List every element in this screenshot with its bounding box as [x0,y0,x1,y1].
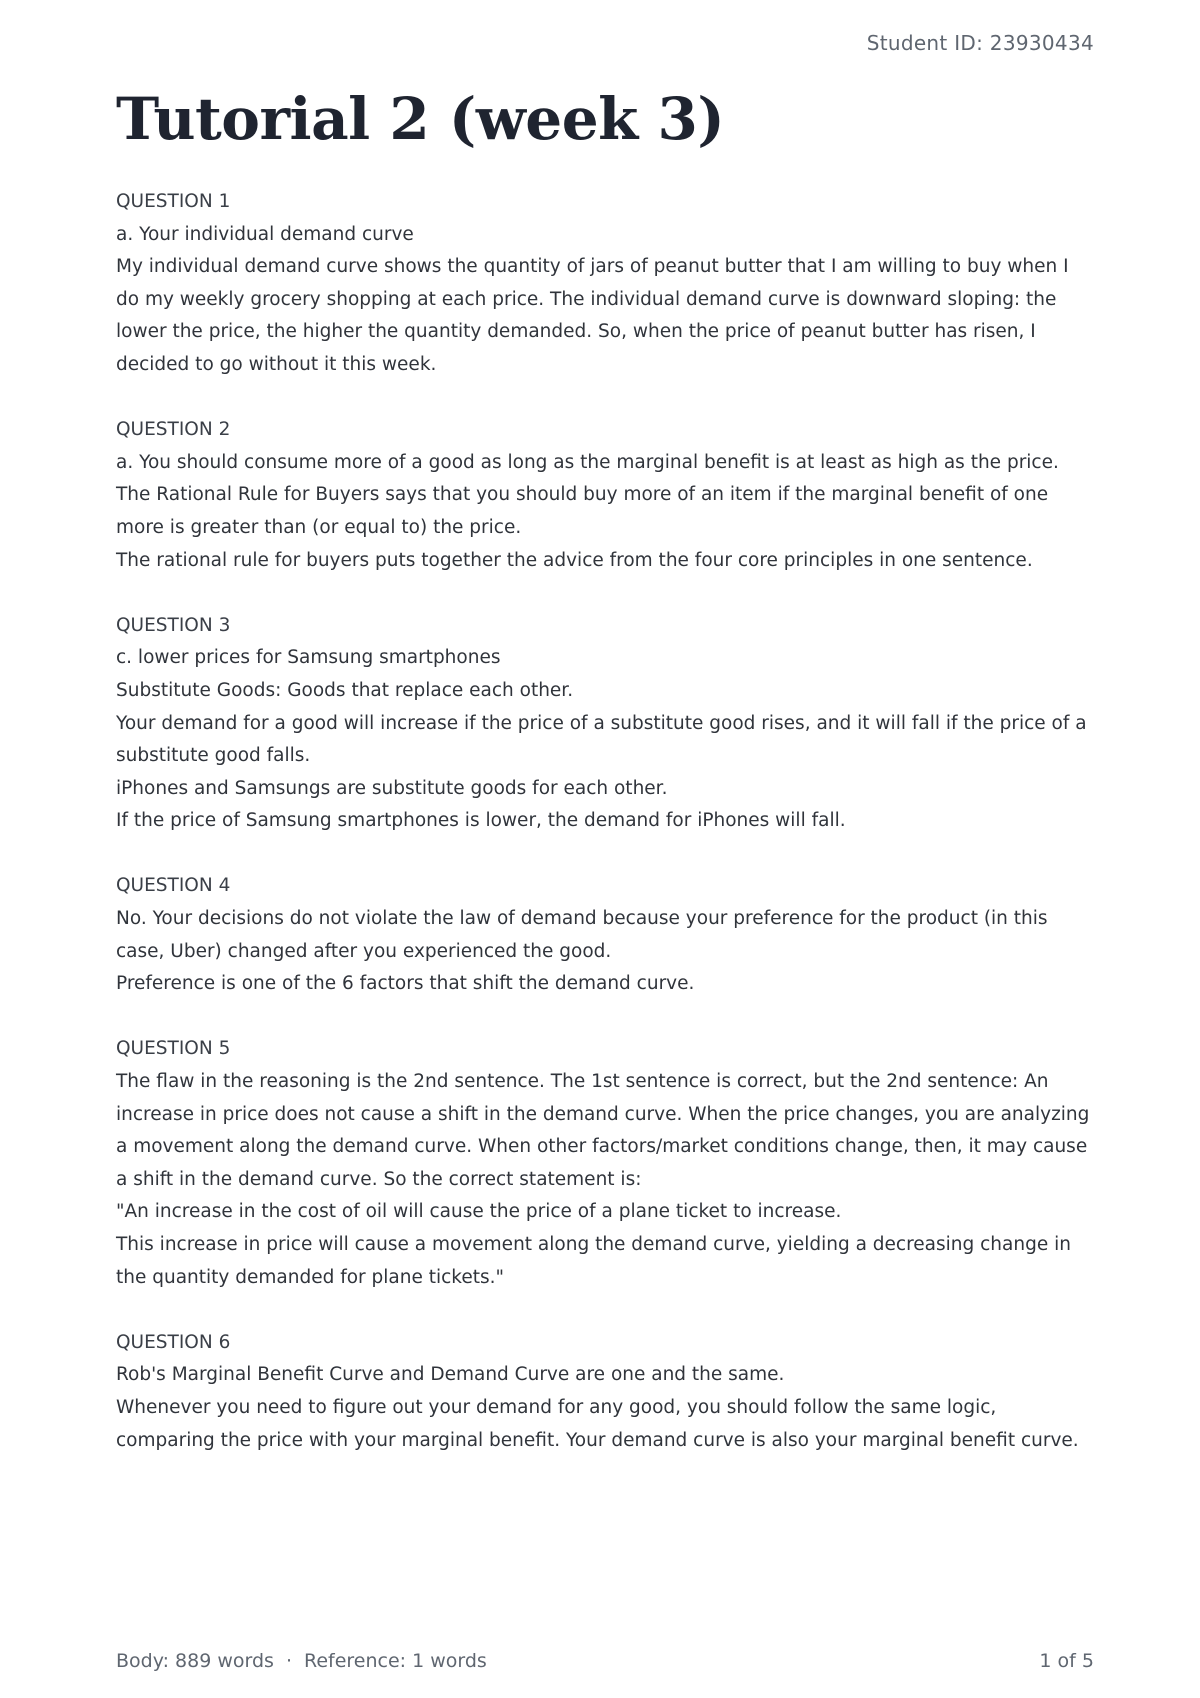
question-4-section [116,870,1096,1000]
answer-paragraph: The flaw in the reasoning is the 2nd sentence. The 1st sentence is correct, but the 2nd sentence: An increase in price does not cause a shift in the demand curve. When the price changes, you are analyzing a movement along the demand curve. When other factors/market conditions change, then, it may cause a shift in the demand curve. So the correct statement is: [116,1071,1090,1190]
answer-paragraph: The rational rule for buyers puts together the advice from the four core principles in one sentence. [116,549,1033,571]
document-title: Tutorial 2 (week 3) [116,85,725,153]
student-id: Student ID: 23930434 [866,31,1094,55]
question-heading: QUESTION 2 [116,419,231,441]
page-indicator: 1 of 5 [1039,1650,1094,1672]
question-1-section [116,186,1096,382]
answer-paragraph: If the price of Samsung smartphones is lower, the demand for iPhones will fall. [116,810,846,832]
question-heading: QUESTION 4 [116,875,231,897]
question-6-section [116,1327,1096,1457]
answer-line: a. Your individual demand curve [116,223,414,245]
question-2-section [116,414,1096,577]
footer-separator: · [285,1650,292,1672]
answer-paragraph: Whenever you need to figure out your demand for any good, you should follow the same logic, comparing the price with your marginal benefit. Your demand curve is also your marginal benefit curve. [116,1396,1079,1451]
answer-paragraph: Substitute Goods: Goods that replace each other. [116,679,574,701]
question-heading: QUESTION 6 [116,1331,231,1353]
answer-paragraph: Rob's Marginal Benefit Curve and Demand Curve are one and the same. [116,1364,785,1386]
answer-paragraph: The Rational Rule for Buyers says that you should buy more of an item if the marginal benefit of one more is greater than (or equal to) the price. [116,484,1049,538]
answer-paragraph: My individual demand curve shows the quantity of jars of peanut butter that I am willing to buy when I do my weekly grocery shopping at each price. The individual demand curve is downward sloping: the lower the price, the higher the quantity demanded. So, when the price of peanut butter has risen, I decided to go without it this week. [116,256,1069,375]
reference-word-count: Reference: 1 words [303,1650,487,1672]
answer-paragraph: iPhones and Samsungs are substitute goods for each other. [116,777,668,799]
answer-paragraph: Preference is one of the 6 factors that shift the demand curve. [116,973,695,995]
word-count-status [116,1650,487,1672]
question-heading: QUESTION 1 [116,191,231,212]
question-heading: QUESTION 5 [116,1038,231,1060]
document-body [116,186,1096,1490]
question-heading: QUESTION 3 [116,614,231,636]
question-3-section [116,610,1096,838]
answer-paragraph: No. Your decisions do not violate the law of demand because your preference for the product (in this case, Uber) changed after you experienced the good. [116,908,1048,962]
answer-line: a. You should consume more of a good as long as the marginal benefit is at least as high as the price. [116,451,1059,473]
question-5-section [116,1033,1096,1294]
answer-quote-line: This increase in price will cause a movement along the demand curve, yielding a decreasing change in the quantity demanded for plane tickets." [116,1234,1071,1288]
answer-line: c. lower prices for Samsung smartphones [116,647,501,669]
answer-quote-line: "An increase in the cost of oil will cause the price of a plane ticket to increase. [116,1201,842,1223]
body-word-count: Body: 889 words [116,1650,274,1672]
answer-paragraph: Your demand for a good will increase if the price of a substitute good rises, and it will fall if the price of a substitute good falls. [116,712,1087,767]
